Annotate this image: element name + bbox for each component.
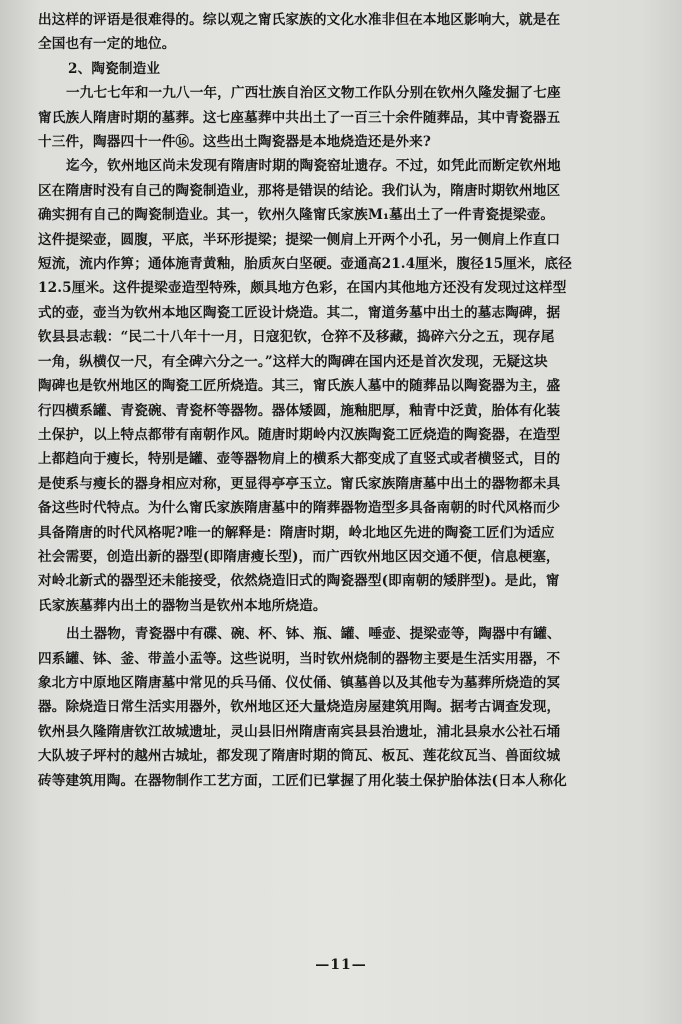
text-line: 社会需要，创造出新的器型(即隋唐瘦长型)，而广西钦州地区因交通不便，信息梗塞， <box>38 548 560 565</box>
text-line: 确实拥有自己的陶瓷制造业。其一，钦州久隆甯氏家族M₁墓出土了一件青瓷提梁壶。 <box>38 207 555 224</box>
page-number: —11— <box>315 957 367 973</box>
text-line: 上都趋向于瘦长，特别是罐、壶等器物肩上的横系大都变成了直竖式或者横竖式，目的 <box>38 451 561 468</box>
text-line: 氏家族墓葬内出土的器物当是钦州本地所烧造。 <box>38 597 327 614</box>
text-line: 具备隋唐的时代风格呢?唯一的解释是：隋唐时期，岭北地区先进的陶瓷工匠们为适应 <box>38 524 555 541</box>
text-line: 砖等建筑用陶。在器物制作工艺方面，工匠们已掌握了用化装土保护胎体法(日本人称化 <box>38 772 567 789</box>
text-line: 短流，流内作箅；通体施青黄釉，胎质灰白坚硬。壶通高21.4厘米，腹径15厘米，底径 <box>38 256 572 273</box>
text-line: 甯氏族人隋唐时期的墓葬。这七座墓葬中共出土了一百三十余件随葬品，其中青瓷器五 <box>38 109 561 126</box>
text-line: 钦县县志载：“民二十八年十一月，日寇犯钦，仓猝不及移藏，捣碎六分之五，现存尾 <box>38 329 555 346</box>
text-line: 全国也有一定的地位。 <box>38 36 176 53</box>
text-line: 这件提梁壶，圆腹，平底，半环形提梁；提梁一侧肩上开两个小孔，另一侧肩上作直口 <box>38 231 561 248</box>
text-line: 是使系与瘦长的器身相应对称，更显得亭亭玉立。甯氏家族隋唐墓中出土的器物都未具 <box>38 475 561 492</box>
text-line: 式的壶，壶当为钦州本地区陶瓷工匠设计烧造。其二，甯道务墓中出土的墓志陶碑，据 <box>38 304 561 321</box>
text-line: 十三件，陶器四十一件⑯。这些出土陶瓷器是本地烧造还是外来? <box>38 134 431 151</box>
text-line: 陶碑也是钦州地区的陶瓷工匠所烧造。其三，甯氏族人墓中的随葬品以陶瓷器为主，盛 <box>38 378 561 395</box>
text-line: 土保护，以上特点都带有南朝作风。随唐时期岭内汉族陶瓷工匠烧造的陶瓷器，在造型 <box>38 426 561 443</box>
text-line: 四系罐、钵、釜、带盖小盂等。这些说明，当时钦州烧制的器物主要是生活实用器，不 <box>38 650 561 667</box>
text-line: 象北方中原地区隋唐墓中常见的兵马俑、仪仗俑、镇墓兽以及其他专为墓葬所烧造的冥 <box>38 674 561 691</box>
text-line: 出土器物，青瓷器中有碟、碗、杯、钵、瓶、罐、唾壶、提梁壶等，陶器中有罐、 <box>66 626 561 643</box>
text-line: 器。除烧造日常生活实用器外，钦州地区还大量烧造房屋建筑用陶。据考古调查发现， <box>38 699 561 716</box>
text-line: 大队坡子坪村的越州古城址，都发现了隋唐时期的筒瓦、板瓦、莲花纹瓦当、兽面纹城 <box>38 748 561 765</box>
text-line: 钦州县久隆隋唐钦江故城遗址，灵山县旧州隋唐南宾县县治遗址，浦北县泉水公社石埇 <box>38 723 561 740</box>
text-line: 备这些时代特点。为什么甯氏家族隋唐墓中的隋葬器物造型多具备南朝的时代风格而少 <box>38 500 561 517</box>
body-text <box>38 8 646 793</box>
text-line: 区在隋唐时没有自己的陶瓷制造业，那将是错误的结论。我们认为，隋唐时期钦州地区 <box>38 182 561 199</box>
section-heading: 2、陶瓷制造业 <box>68 60 161 77</box>
text-line: 一角，纵横仅一尺，有全碑六分之一。”这样大的陶碑在国内还是首次发现，无疑这块 <box>38 353 548 370</box>
text-line: 行四横系罐、青瓷碗、青瓷杯等器物。器体矮圆，施釉肥厚，釉青中泛黄，胎体有化装 <box>38 402 561 419</box>
text-line: 出这样的评语是很难得的。综以观之甯氏家族的文化水准非但在本地区影响大，就是在 <box>38 12 561 28</box>
text-line: 对岭北新式的器型还未能接受，依然烧造旧式的陶瓷器型(即南朝的矮胖型)。是此，甯 <box>38 573 560 590</box>
text-line: 迄今，钦州地区尚未发现有隋唐时期的陶瓷窑址遗存。不过，如凭此而断定钦州地 <box>66 158 561 175</box>
text-line: 12.5厘米。这件提梁壶造型特殊，颇具地方色彩，在国内其他地方还没有发现过这样型 <box>38 280 567 297</box>
text-line: 一九七七年和一九八一年，广西壮族自治区文物工作队分别在钦州久隆发掘了七座 <box>66 85 561 102</box>
